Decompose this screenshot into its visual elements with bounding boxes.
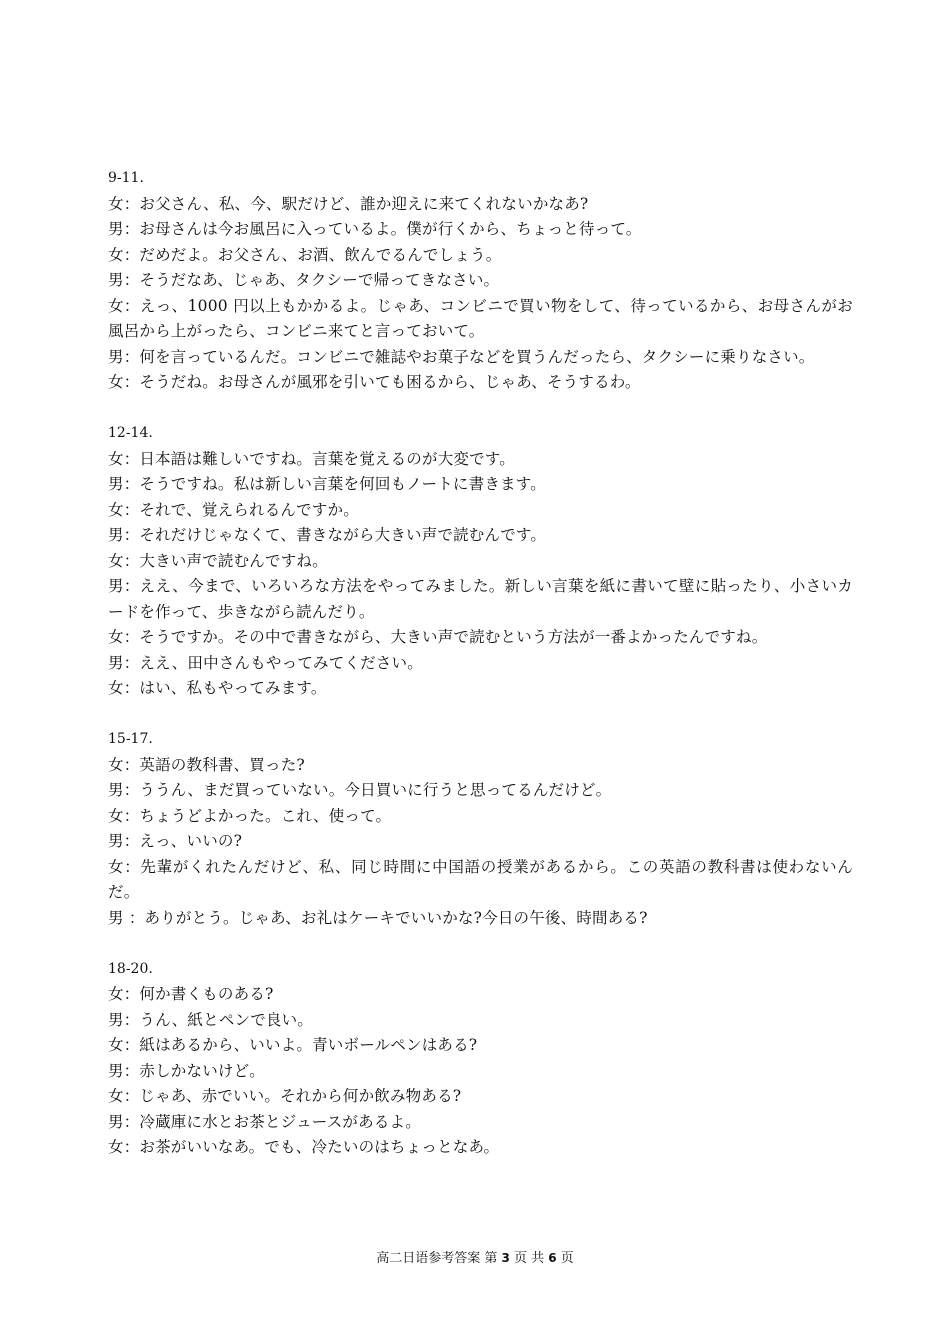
dialogue-line: 女：大きい声で読むんですね。 xyxy=(108,551,328,570)
dialogue-line: 女：じゃあ、赤でいい。それから何か飲み物ある? xyxy=(108,1087,462,1105)
dialogue-line: 男 ：ありがとう。じゃあ、お礼はケーキでいいかな?今日の午後、時間ある? xyxy=(108,908,648,927)
dialogue-line: 男：何を言っているんだ。コンビニで雑誌やお菓子などを買うんだったら、タクシーに乗りなさい。 xyxy=(108,347,815,366)
dialogue-line: 男：えっ、いいの? xyxy=(108,832,243,850)
dialogue-line: 女：えっ、1000 円以上もかかるよ。じゃあ、コンビニで買い物をして、待っているから、お母さんがお風呂から上がったら、コンビニ来てと言っておいて。 xyxy=(108,296,853,340)
footer-page-suffix: 页 xyxy=(560,1251,574,1266)
footer-page-prefix: 第 xyxy=(484,1251,498,1266)
dialogue-line: 女：はい、私もやってみます。 xyxy=(108,679,327,697)
dialogue-section-18-20 xyxy=(108,957,853,1161)
dialogue-line: 男：お母さんは今お風呂に入っているよ。僕が行くから、ちょっと待って。 xyxy=(108,220,642,238)
dialogue-line: 男：赤しかないけど。 xyxy=(108,1061,266,1080)
dialogue-line: 男：それだけじゃなくて、書きながら大きい声で読むんです。 xyxy=(108,526,547,544)
dialogue-line: 男：そうだなあ、じゃあ、タクシーで帰ってきなさい。 xyxy=(108,271,500,289)
dialogue-line: 男：冷蔵庫に水とお茶とジュースがあるよ。 xyxy=(108,1112,421,1131)
section-title: 9-11. xyxy=(108,170,144,186)
dialogue-line: 女：お父さん、私、今、駅だけど、誰か迎えに来てくれないかなあ? xyxy=(108,194,589,213)
dialogue-line: 男：ううん、まだ買っていない。今日買いに行うと思ってるんだけど。 xyxy=(108,781,612,799)
dialogue-line: 女：ちょうどよかった。これ、使って。 xyxy=(108,806,392,825)
dialogue-line: 女：それで、覚えられるんですか。 xyxy=(108,500,359,519)
dialogue-line: 男：ええ、田中さんもやってみてください。 xyxy=(108,653,423,672)
dialogue-section-9-11 xyxy=(108,166,853,396)
document-body xyxy=(108,166,853,1186)
footer-page-mid: 页 共 xyxy=(514,1251,545,1266)
dialogue-line: 男：ええ、今まで、いろいろな方法をやってみました。新しい言葉を紙に書いて壁に貼ったり、小さいカードを作って、歩きながら読んだり。 xyxy=(108,577,853,621)
dialogue-line: 女：英語の教科書、買った? xyxy=(108,755,305,774)
footer-doc-title: 高二日语参考答案 xyxy=(376,1251,481,1266)
dialogue-line: 女：日本語は難しいですね。言葉を覚えるのが大変です。 xyxy=(108,449,515,468)
dialogue-line: 男：うん、紙とペンで良い。 xyxy=(108,1010,314,1029)
section-title: 18-20. xyxy=(108,960,153,977)
section-title: 12-14. xyxy=(108,425,153,441)
dialogue-line: 女：お茶がいいなあ。でも、冷たいのはちょっとなあ。 xyxy=(108,1138,500,1156)
dialogue-line: 女：そうだね。お母さんが風邪を引いても困るから、じゃあ、そうするわ。 xyxy=(108,373,641,391)
dialogue-line: 女：紙はあるから、いいよ。青いボールペンはある? xyxy=(108,1036,478,1054)
footer-page-current: 3 xyxy=(501,1251,510,1265)
dialogue-line: 女：先輩がくれたんだけど、私、同じ時間に中国語の授業があるから。この英語の教科書は使わないんだ。 xyxy=(108,857,853,901)
section-title: 15-17. xyxy=(108,731,153,747)
footer-page-total: 6 xyxy=(548,1251,557,1265)
dialogue-line: 女：だめだよ。お父さん、お酒、飲んでるんでしょう。 xyxy=(108,245,502,264)
page-footer xyxy=(0,1249,950,1268)
dialogue-line: 男：そうですね。私は新しい言葉を何回もノートに書きます。 xyxy=(108,475,546,493)
dialogue-line: 女：何か書くものある? xyxy=(108,985,274,1003)
dialogue-line: 女：そうですか。その中で書きながら、大きい声で読むという方法が一番よかったんですね。 xyxy=(108,628,768,646)
dialogue-section-12-14 xyxy=(108,421,853,702)
dialogue-section-15-17 xyxy=(108,727,853,931)
